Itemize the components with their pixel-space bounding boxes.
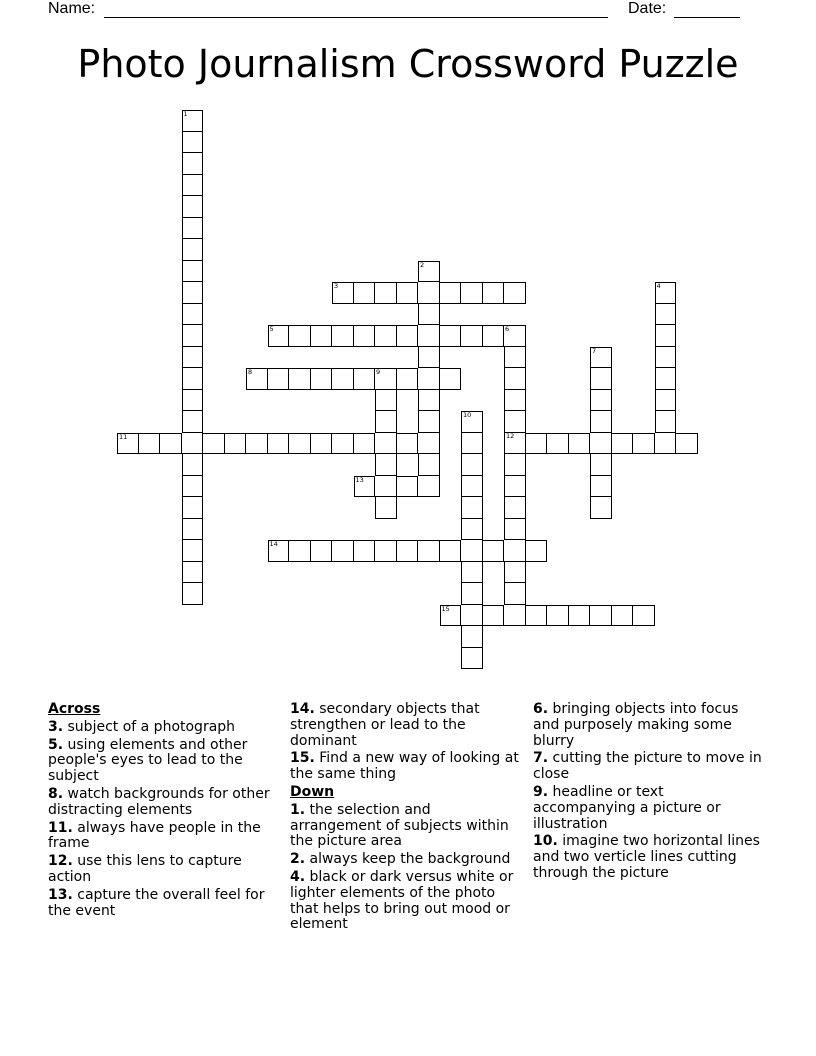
cell-number: 3 bbox=[334, 282, 339, 290]
grid-cell[interactable] bbox=[268, 540, 290, 562]
grid-cell[interactable] bbox=[504, 519, 526, 541]
clue-across: 13. capture the overall feel for the event bbox=[48, 886, 265, 919]
grid-cell[interactable] bbox=[182, 390, 204, 412]
grid-cell[interactable] bbox=[332, 368, 354, 390]
grid-cell[interactable] bbox=[203, 433, 225, 455]
grid-cell[interactable] bbox=[418, 304, 440, 326]
grid-cell[interactable] bbox=[504, 605, 526, 627]
grid-cell[interactable] bbox=[461, 648, 483, 670]
grid-cell[interactable] bbox=[504, 433, 526, 455]
grid-cell[interactable] bbox=[418, 368, 440, 390]
grid-cell[interactable] bbox=[354, 433, 376, 455]
clue-down: 2. always keep the background bbox=[290, 851, 511, 868]
clue-down: 9. headline or text accompanying a picture or illustration bbox=[533, 783, 721, 832]
grid-cell[interactable] bbox=[504, 497, 526, 519]
clue-across: 3. subject of a photograph bbox=[48, 718, 236, 735]
grid-cell[interactable] bbox=[655, 411, 677, 433]
grid-cell[interactable] bbox=[418, 347, 440, 369]
clue-across: 12. use this lens to capture action bbox=[48, 853, 242, 885]
grid-cell[interactable] bbox=[397, 282, 419, 304]
clue-across: 5. using elements and other people's eyes to lead to the subject bbox=[48, 736, 248, 785]
cell-number: 14 bbox=[269, 540, 278, 548]
grid-cell[interactable] bbox=[633, 605, 655, 627]
down-heading: Down bbox=[290, 783, 335, 800]
grid-cell[interactable] bbox=[526, 433, 548, 455]
cell-number: 11 bbox=[119, 432, 128, 441]
grid-cell[interactable] bbox=[461, 519, 483, 541]
grid-cell[interactable] bbox=[461, 626, 483, 648]
grid-cell[interactable] bbox=[526, 540, 548, 562]
grid-cell[interactable] bbox=[590, 347, 612, 369]
grid-cell[interactable] bbox=[182, 476, 204, 498]
grid-cell[interactable] bbox=[440, 368, 462, 390]
grid-cell[interactable] bbox=[268, 433, 290, 455]
grid-cell[interactable] bbox=[182, 153, 204, 175]
grid-cell[interactable] bbox=[676, 433, 698, 455]
grid-cell[interactable] bbox=[182, 519, 204, 541]
grid-cell[interactable] bbox=[655, 433, 677, 455]
grid-cell[interactable] bbox=[655, 282, 677, 304]
grid-cell[interactable] bbox=[440, 605, 462, 627]
cell-number: 2 bbox=[420, 260, 425, 269]
grid-cell[interactable] bbox=[655, 347, 677, 369]
clue-down: 6. bringing objects into focus and purposely making some blurry bbox=[533, 701, 739, 749]
grid-cell[interactable] bbox=[311, 540, 333, 562]
clue-across: 11. always have people in the frame bbox=[48, 819, 261, 852]
grid-cell[interactable] bbox=[182, 433, 204, 455]
clue-column-1 bbox=[48, 702, 284, 921]
grid-cell[interactable] bbox=[354, 476, 376, 498]
grid-cell[interactable] bbox=[590, 411, 612, 433]
grid-cell[interactable] bbox=[139, 433, 161, 455]
grid-cell[interactable] bbox=[569, 605, 591, 627]
grid-cell[interactable] bbox=[375, 325, 397, 347]
grid-cell[interactable] bbox=[590, 368, 612, 390]
grid-cell[interactable] bbox=[418, 540, 440, 562]
grid-cell[interactable] bbox=[182, 583, 204, 605]
grid-cell[interactable] bbox=[461, 562, 483, 584]
cell-number: 6 bbox=[505, 325, 510, 333]
grid-cell[interactable] bbox=[182, 347, 204, 369]
grid-cell[interactable] bbox=[375, 497, 397, 519]
grid-cell[interactable] bbox=[461, 605, 483, 627]
grid-cell[interactable] bbox=[504, 562, 526, 584]
cell-number: 13 bbox=[355, 475, 364, 484]
across-heading: Across bbox=[48, 701, 101, 717]
grid-cell[interactable] bbox=[461, 433, 483, 455]
grid-cell[interactable] bbox=[375, 282, 397, 304]
grid-cell[interactable] bbox=[182, 497, 204, 519]
grid-cell[interactable] bbox=[526, 605, 548, 627]
grid-cell[interactable] bbox=[461, 282, 483, 304]
grid-cell[interactable] bbox=[397, 368, 419, 390]
grid-cell[interactable] bbox=[289, 368, 311, 390]
cell-number: 10 bbox=[463, 411, 472, 419]
clue-down: 7. cutting the picture to move in close bbox=[533, 750, 762, 783]
grid-cell[interactable] bbox=[354, 540, 376, 562]
grid-cell[interactable] bbox=[655, 304, 677, 326]
clue-column-3 bbox=[533, 702, 769, 884]
grid-cell[interactable] bbox=[354, 368, 376, 390]
clue-down: 4. black or dark versus white or lighter elements of the photo that helps to bring out mood or element bbox=[290, 868, 514, 933]
grid-cell[interactable] bbox=[375, 476, 397, 498]
grid-cell[interactable] bbox=[461, 454, 483, 476]
grid-cell[interactable] bbox=[117, 433, 139, 455]
grid-cell[interactable] bbox=[160, 433, 182, 455]
grid-cell[interactable] bbox=[418, 282, 440, 304]
grid-cell[interactable] bbox=[440, 325, 462, 347]
grid-cell[interactable] bbox=[504, 368, 526, 390]
grid-cell[interactable] bbox=[418, 261, 440, 283]
grid-cell[interactable] bbox=[182, 325, 204, 347]
grid-cell[interactable] bbox=[483, 605, 505, 627]
grid-cell[interactable] bbox=[182, 540, 204, 562]
grid-cell[interactable] bbox=[590, 605, 612, 627]
grid-cell[interactable] bbox=[246, 368, 268, 390]
grid-cell[interactable] bbox=[440, 282, 462, 304]
grid-cell[interactable] bbox=[182, 132, 204, 154]
grid-cell[interactable] bbox=[461, 325, 483, 347]
grid-cell[interactable] bbox=[375, 368, 397, 390]
grid-cell[interactable] bbox=[418, 325, 440, 347]
cell-number: 1 bbox=[183, 110, 188, 118]
grid-cell[interactable] bbox=[375, 390, 397, 412]
grid-cell[interactable] bbox=[590, 390, 612, 412]
grid-cell[interactable] bbox=[289, 433, 311, 455]
grid-cell[interactable] bbox=[225, 433, 247, 455]
grid-cell[interactable] bbox=[182, 239, 204, 261]
grid-cell[interactable] bbox=[461, 411, 483, 433]
grid-cell[interactable] bbox=[397, 540, 419, 562]
grid-cell[interactable] bbox=[182, 196, 204, 218]
grid-cell[interactable] bbox=[375, 433, 397, 455]
grid-cell[interactable] bbox=[461, 476, 483, 498]
grid-cell[interactable] bbox=[311, 325, 333, 347]
clue-across: 8. watch backgrounds for other distracting elements bbox=[48, 785, 270, 818]
grid-cell[interactable] bbox=[461, 583, 483, 605]
clue-across: 14. secondary objects that strengthen or lead to the dominant bbox=[290, 701, 480, 749]
grid-cell[interactable] bbox=[354, 325, 376, 347]
grid-cell[interactable] bbox=[504, 325, 526, 347]
grid-cell[interactable] bbox=[483, 282, 505, 304]
clue-down: 10. imagine two horizontal lines and two verticle lines cutting through the picture bbox=[533, 833, 760, 881]
grid-cell[interactable] bbox=[547, 605, 569, 627]
grid-cell[interactable] bbox=[182, 282, 204, 304]
grid-cell[interactable] bbox=[182, 175, 204, 197]
clue-across: 15. Find a new way of looking at the same thing bbox=[290, 750, 519, 783]
grid-cell[interactable] bbox=[418, 433, 440, 455]
grid-cell[interactable] bbox=[182, 218, 204, 240]
grid-cell[interactable] bbox=[182, 261, 204, 283]
grid-cell[interactable] bbox=[483, 540, 505, 562]
grid-cell[interactable] bbox=[440, 540, 462, 562]
grid-cell[interactable] bbox=[504, 540, 526, 562]
cell-number: 7 bbox=[592, 346, 597, 355]
grid-cell[interactable] bbox=[504, 282, 526, 304]
grid-cell[interactable] bbox=[375, 454, 397, 476]
grid-cell[interactable] bbox=[483, 325, 505, 347]
clue-column-2 bbox=[290, 702, 526, 935]
grid-cell[interactable] bbox=[246, 433, 268, 455]
grid-cell[interactable] bbox=[504, 583, 526, 605]
grid-cell[interactable] bbox=[375, 411, 397, 433]
grid-cell[interactable] bbox=[332, 325, 354, 347]
grid-cell[interactable] bbox=[182, 110, 204, 132]
grid-cell[interactable] bbox=[397, 476, 419, 498]
grid-cell[interactable] bbox=[182, 562, 204, 584]
grid-cell[interactable] bbox=[655, 325, 677, 347]
grid-cell[interactable] bbox=[332, 433, 354, 455]
grid-cell[interactable] bbox=[504, 411, 526, 433]
cell-number: 8 bbox=[248, 368, 253, 376]
grid-cell[interactable] bbox=[612, 433, 634, 455]
grid-cell[interactable] bbox=[182, 368, 204, 390]
grid-cell[interactable] bbox=[504, 390, 526, 412]
grid-cell[interactable] bbox=[418, 476, 440, 498]
cell-number: 15 bbox=[441, 604, 450, 613]
cell-number: 12 bbox=[506, 431, 515, 440]
grid-cell[interactable] bbox=[375, 540, 397, 562]
grid-cell[interactable] bbox=[655, 368, 677, 390]
grid-cell[interactable] bbox=[354, 282, 376, 304]
grid-cell[interactable] bbox=[311, 368, 333, 390]
grid-cell[interactable] bbox=[289, 325, 311, 347]
cell-number: 5 bbox=[269, 325, 274, 333]
grid-cell[interactable] bbox=[268, 325, 290, 347]
grid-cell[interactable] bbox=[182, 304, 204, 326]
grid-cell[interactable] bbox=[461, 497, 483, 519]
grid-cell[interactable] bbox=[418, 411, 440, 433]
grid-cell[interactable] bbox=[311, 433, 333, 455]
grid-cell[interactable] bbox=[547, 433, 569, 455]
grid-cell[interactable] bbox=[590, 454, 612, 476]
grid-cell[interactable] bbox=[182, 454, 204, 476]
name-label: Name: bbox=[48, 0, 96, 17]
grid-cell[interactable] bbox=[289, 540, 311, 562]
clue-down: 1. the selection and arrangement of subjects within the picture area bbox=[290, 801, 509, 850]
grid-cell[interactable] bbox=[504, 454, 526, 476]
cell-number: 9 bbox=[376, 368, 381, 376]
grid-cell[interactable] bbox=[504, 476, 526, 498]
grid-cell[interactable] bbox=[397, 433, 419, 455]
grid-cell[interactable] bbox=[590, 497, 612, 519]
grid-cell[interactable] bbox=[397, 325, 419, 347]
date-label: Date: bbox=[628, 0, 667, 17]
grid-cell[interactable] bbox=[612, 605, 634, 627]
grid-cell[interactable] bbox=[268, 368, 290, 390]
cell-number: 4 bbox=[656, 282, 661, 290]
grid-cell[interactable] bbox=[418, 390, 440, 412]
grid-cell[interactable] bbox=[418, 454, 440, 476]
grid-cell[interactable] bbox=[332, 540, 354, 562]
grid-cell[interactable] bbox=[332, 282, 354, 304]
grid-cell[interactable] bbox=[569, 433, 591, 455]
grid-cell[interactable] bbox=[590, 476, 612, 498]
grid-cell[interactable] bbox=[461, 540, 483, 562]
grid-cell[interactable] bbox=[633, 433, 655, 455]
grid-cell[interactable] bbox=[504, 347, 526, 369]
grid-cell[interactable] bbox=[182, 411, 204, 433]
page-title: Photo Journalism Crossword Puzzle bbox=[77, 42, 739, 86]
grid-cell[interactable] bbox=[655, 390, 677, 412]
grid-cell[interactable] bbox=[590, 433, 612, 455]
